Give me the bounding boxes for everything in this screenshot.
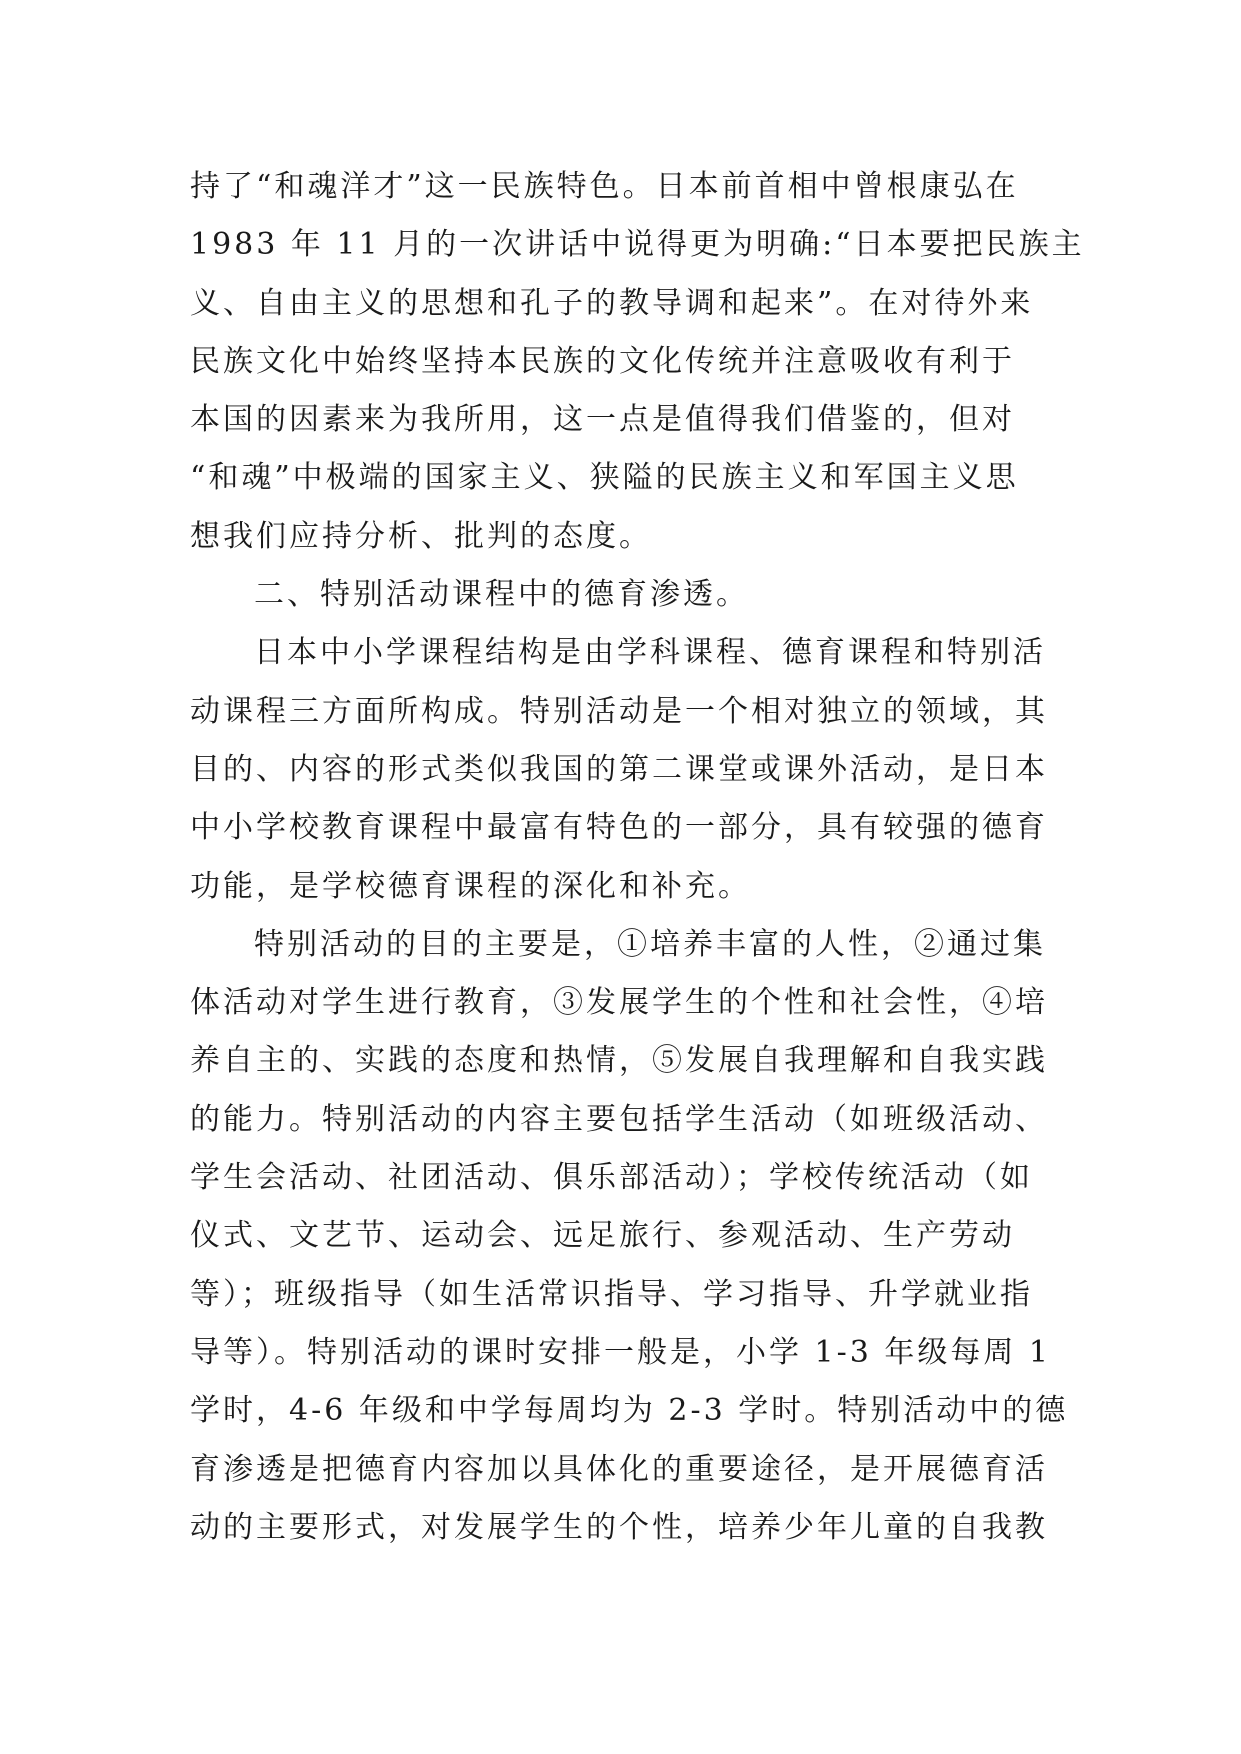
text-line: 二、特别活动课程中的德育渗透。 [254, 577, 749, 613]
text-line: 1983 年 11 月的一次讲话中说得更为明确:“日本要把民族主 [190, 227, 1085, 263]
paragraph-p1 [190, 158, 1085, 566]
text-line: 养自主的、实践的态度和热情，⑤发展自我理解和自我实践 [190, 1043, 1048, 1079]
text-line: 育渗透是把德育内容加以具体化的重要途径，是开展德育活 [190, 1451, 1048, 1487]
paragraph-p2 [190, 566, 1070, 624]
text-line: 导等）。特别活动的课时安排一般是，小学 1-3 年级每周 1 [190, 1334, 1052, 1370]
text-line: 目的、内容的形式类似我国的第二课堂或课外活动，是日本 [190, 751, 1048, 787]
text-line: 本国的因素来为我所用，这一点是值得我们借鉴的，但对 [190, 402, 1015, 438]
text-line: “和魂”中极端的国家主义、狭隘的民族主义和军国主义思 [190, 460, 1019, 496]
text-line: 动的主要形式，对发展学生的个性，培养少年儿童的自我教 [190, 1509, 1048, 1545]
text-line: 持了“和魂洋才”这一民族特色。日本前首相中曾根康弘在 [190, 169, 1019, 204]
text-line: 日本中小学课程结构是由学科课程、德育课程和特别活 [254, 635, 1046, 671]
text-line: 体活动对学生进行教育，③发展学生的个性和社会性，④培 [190, 985, 1048, 1021]
text-line: 民族文化中始终坚持本民族的文化传统并注意吸收有利于 [190, 343, 1015, 379]
paragraph-p3 [190, 624, 1070, 915]
text-line: 想我们应持分析、批判的态度。 [190, 518, 652, 554]
text-line: 仪式、文艺节、运动会、远足旅行、参观活动、生产劳动 [190, 1218, 1015, 1254]
text-line: 义、自由主义的思想和孔子的教导调和起来”。在对待外来 [190, 285, 1034, 321]
text-line: 等）；班级指导（如生活常识指导、学习指导、升学就业指 [190, 1276, 1033, 1312]
paragraph-p4 [190, 916, 1070, 1557]
text-line: 的能力。特别活动的内容主要包括学生活动（如班级活动、 [190, 1101, 1048, 1137]
text-line: 学生会活动、社团活动、俱乐部活动）；学校传统活动（如 [190, 1160, 1033, 1196]
text-line: 功能，是学校德育课程的深化和补充。 [190, 868, 751, 904]
text-line: 动课程三方面所构成。特别活动是一个相对独立的领域，其 [190, 693, 1048, 729]
text-line: 学时，4-6 年级和中学每周均为 2-3 学时。特别活动中的德 [190, 1393, 1069, 1429]
text-line: 特别活动的目的主要是，①培养丰富的人性，②通过集 [254, 926, 1046, 962]
text-line: 中小学校教育课程中最富有特色的一部分，具有较强的德育 [190, 810, 1048, 846]
document-body [190, 158, 1085, 1557]
